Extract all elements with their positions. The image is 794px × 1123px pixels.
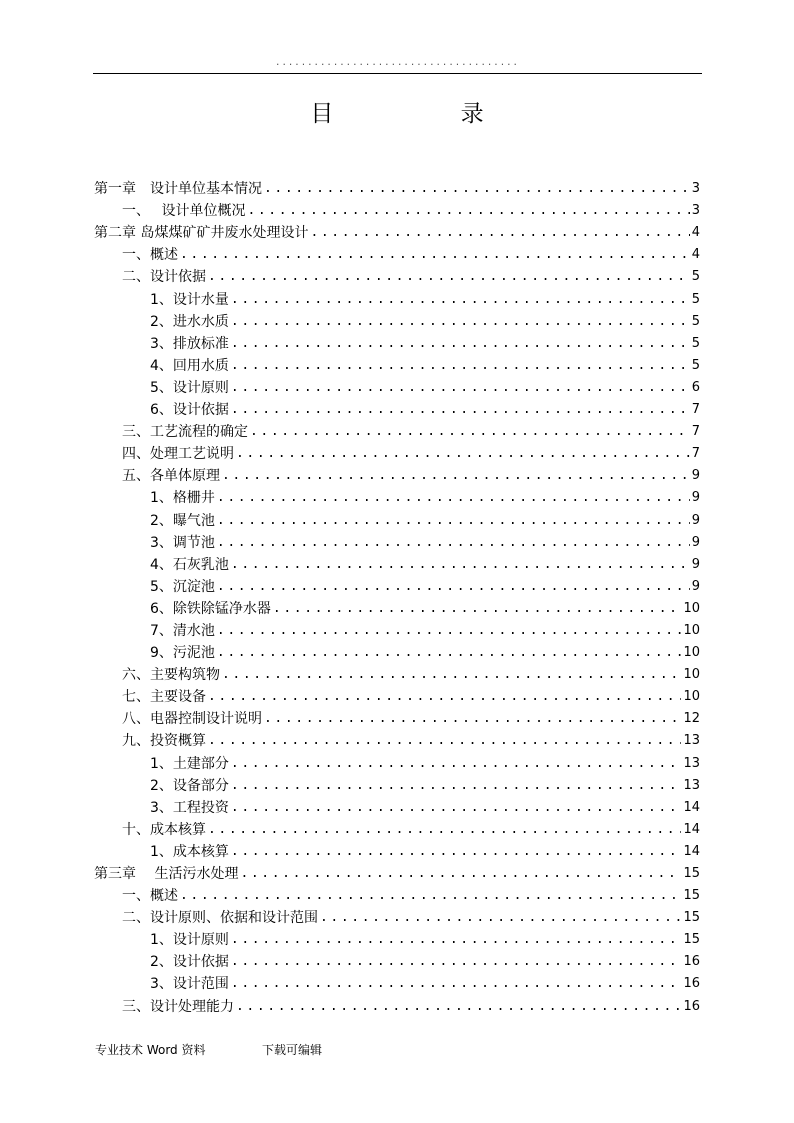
toc-entry-page: 5 [691,357,700,373]
toc-leader-dots [231,291,690,309]
toc-entry[interactable] [94,662,700,684]
toc-entry-label: 十、成本核算 [122,821,206,838]
toc-entry-page: 14 [683,799,700,815]
toc-leader-dots [217,622,682,640]
toc-leader-dots [180,246,690,264]
toc-entry[interactable] [94,552,700,574]
toc-entry-page: 5 [691,269,700,285]
toc-entry-label: 一、 设计单位概况 [122,203,246,220]
toc-entry[interactable] [94,640,700,662]
toc-entry-label: 第三章 生活污水处理 [94,866,239,882]
toc-entry-page: 9 [691,534,700,550]
toc-leader-dots [231,931,682,949]
toc-entry-label: 第一章 设计单位基本情况 [94,181,262,198]
toc-leader-dots [217,578,690,596]
toc-entry-label: 3、工程投资 [150,799,229,816]
toc-entry-label: 1、成本核算 [150,843,229,860]
toc-entry-page: 13 [683,755,700,771]
toc-entry-label: 9、污泥池 [150,645,215,662]
toc-leader-dots [231,379,690,397]
toc-entry-label: 1、土建部分 [150,755,229,772]
toc-entry[interactable] [94,530,700,552]
toc-entry-page: 4 [691,225,700,241]
toc-entry[interactable] [94,949,700,971]
toc-entry[interactable] [94,574,700,596]
toc-entry-label: 3、排放标准 [150,335,229,352]
toc-entry-label: 6、设计依据 [150,402,229,419]
toc-leader-dots [264,180,690,198]
toc-entry[interactable] [94,353,700,375]
toc-leader-dots [180,887,681,905]
toc-entry-page: 9 [691,512,700,528]
toc-entry[interactable] [94,596,700,618]
toc-entry[interactable] [94,883,700,905]
toc-entry-page: 5 [691,291,700,307]
toc-leader-dots [222,467,690,485]
toc-entry-label: 2、设备部分 [150,777,229,794]
toc-entry-label: 三、工艺流程的确定 [122,424,248,441]
toc-entry[interactable] [94,773,700,795]
toc-entry-page: 7 [691,424,700,440]
toc-entry-label: 1、设计原则 [150,932,229,949]
toc-entry[interactable] [94,706,700,728]
header-rule [93,73,702,74]
toc-entry-page: 14 [683,843,700,859]
toc-entry-page: 5 [691,335,700,351]
toc-entry-page: 4 [691,247,700,263]
toc-leader-dots [231,556,690,574]
toc-entry-page: 6 [691,379,700,395]
toc-entry-page: 9 [691,468,700,484]
toc-entry[interactable] [94,242,700,264]
toc-entry[interactable] [94,441,700,463]
toc-entry-label: 第二章 岛煤煤矿矿井废水处理设计 [94,225,309,242]
toc-entry-page: 13 [683,777,700,793]
toc-entry[interactable] [94,905,700,927]
toc-leader-dots [231,799,682,817]
toc-entry-page: 10 [683,622,700,638]
toc-leader-dots [231,357,690,375]
toc-entry-page: 10 [683,600,700,616]
toc-leader-dots [236,445,690,463]
toc-entry-label: 7、清水池 [150,622,215,639]
toc-entry-label: 八、电器控制设计说明 [122,711,262,728]
toc-entry[interactable] [94,463,700,485]
toc-entry-page: 10 [683,645,700,661]
toc-entry-label: 3、设计范围 [150,976,229,993]
toc-entry-label: 6、除铁除锰净水器 [150,600,271,617]
toc-leader-dots [217,534,690,552]
toc-entry-page: 7 [691,446,700,462]
toc-entry[interactable] [94,684,700,706]
toc-entry-page: 14 [683,821,700,837]
toc-leader-dots [217,644,682,662]
toc-entry[interactable] [94,220,700,242]
toc-leader-dots [217,489,690,507]
toc-entry-label: 六、主要构筑物 [122,667,220,684]
toc-entry[interactable] [94,839,700,861]
toc-entry-label: 4、回用水质 [150,357,229,374]
toc-leader-dots [240,865,681,883]
toc-leader-dots [231,401,690,419]
toc-entry-label: 5、沉淀池 [150,578,215,595]
toc-leader-dots [231,777,682,795]
toc-entry-label: 5、设计原则 [150,379,229,396]
toc-entry[interactable] [94,397,700,419]
page-title: 目 录 [310,101,544,127]
toc-entry-label: 1、设计水量 [150,291,229,308]
footer-left-text: 专业技术 Word 资料 [95,1043,206,1057]
toc-entry-label: 七、主要设备 [122,689,206,706]
toc-leader-dots [320,909,681,927]
toc-leader-dots [231,975,682,993]
toc-leader-dots [231,843,682,861]
header-dots: ...................................... [275,58,519,68]
toc-leader-dots [208,268,690,286]
toc-entry[interactable] [94,971,700,993]
toc-entry-label: 二、设计依据 [122,269,206,286]
toc-entry-page: 10 [683,689,700,705]
toc-entry-page: 16 [683,998,700,1014]
toc-entry-label: 五、各单体原理 [122,468,220,485]
toc-entry-page: 12 [683,711,700,727]
toc-entry-page: 7 [691,402,700,418]
toc-entry-label: 二、设计原则、依据和设计范围 [122,910,318,927]
toc-leader-dots [231,335,690,353]
toc-leader-dots [250,423,690,441]
toc-entry-label: 2、进水水质 [150,313,229,330]
toc-entry-label: 2、曝气池 [150,512,215,529]
toc-entry-page: 3 [691,203,700,219]
toc-entry-page: 15 [683,866,700,881]
toc-entry[interactable] [94,485,700,507]
toc-leader-dots [231,313,690,331]
toc-leader-dots [208,821,681,839]
toc-entry-page: 10 [683,667,700,683]
toc-entry-label: 2、设计依据 [150,954,229,971]
toc-entry[interactable] [94,750,700,772]
toc-entry[interactable] [94,507,700,529]
toc-entry[interactable] [94,286,700,308]
toc-entry-page: 13 [683,733,700,749]
toc-entry-page: 15 [683,910,700,926]
toc-entry[interactable] [94,817,700,839]
toc-leader-dots [236,998,681,1016]
toc-entry-page: 9 [691,490,700,506]
toc-entry-page: 9 [691,578,700,594]
toc-entry[interactable] [94,375,700,397]
toc-leader-dots [310,224,689,242]
toc-entry-page: 3 [691,181,700,197]
toc-entry[interactable] [94,331,700,353]
footer-right-text: 下载可编辑 [262,1043,323,1057]
footer [95,1041,322,1058]
table-of-contents [94,176,700,1016]
toc-entry-page: 15 [683,888,700,904]
toc-entry-page: 16 [683,976,700,992]
toc-leader-dots [217,512,690,530]
toc-entry[interactable] [94,618,700,640]
toc-leader-dots [222,666,681,684]
toc-entry[interactable] [94,264,700,286]
toc-entry[interactable] [94,795,700,817]
toc-leader-dots [208,732,681,750]
toc-entry-label: 九、投资概算 [122,733,206,750]
toc-entry-page: 16 [683,954,700,970]
toc-leader-dots [264,710,681,728]
toc-leader-dots [231,953,682,971]
toc-entry-label: 1、格栅井 [150,490,215,507]
toc-entry-label: 四、处理工艺说明 [122,446,234,463]
toc-entry-page: 5 [691,313,700,329]
toc-entry-label: 三、设计处理能力 [122,998,234,1015]
toc-entry[interactable] [94,993,700,1015]
toc-entry-label: 一、概述 [122,888,178,905]
toc-leader-dots [231,755,682,773]
toc-leader-dots [247,202,689,220]
toc-entry[interactable] [94,861,700,883]
toc-entry[interactable] [94,419,700,441]
toc-entry-page: 9 [691,556,700,572]
toc-entry-label: 3、调节池 [150,534,215,551]
toc-entry[interactable] [94,198,700,220]
toc-leader-dots [208,688,681,706]
toc-entry[interactable] [94,728,700,750]
toc-entry-label: 一、概述 [122,247,178,264]
toc-entry[interactable] [94,309,700,331]
toc-entry-label: 4、石灰乳池 [150,556,229,573]
toc-leader-dots [273,600,682,618]
toc-entry-page: 15 [683,932,700,948]
toc-entry[interactable] [94,176,700,198]
toc-entry[interactable] [94,927,700,949]
